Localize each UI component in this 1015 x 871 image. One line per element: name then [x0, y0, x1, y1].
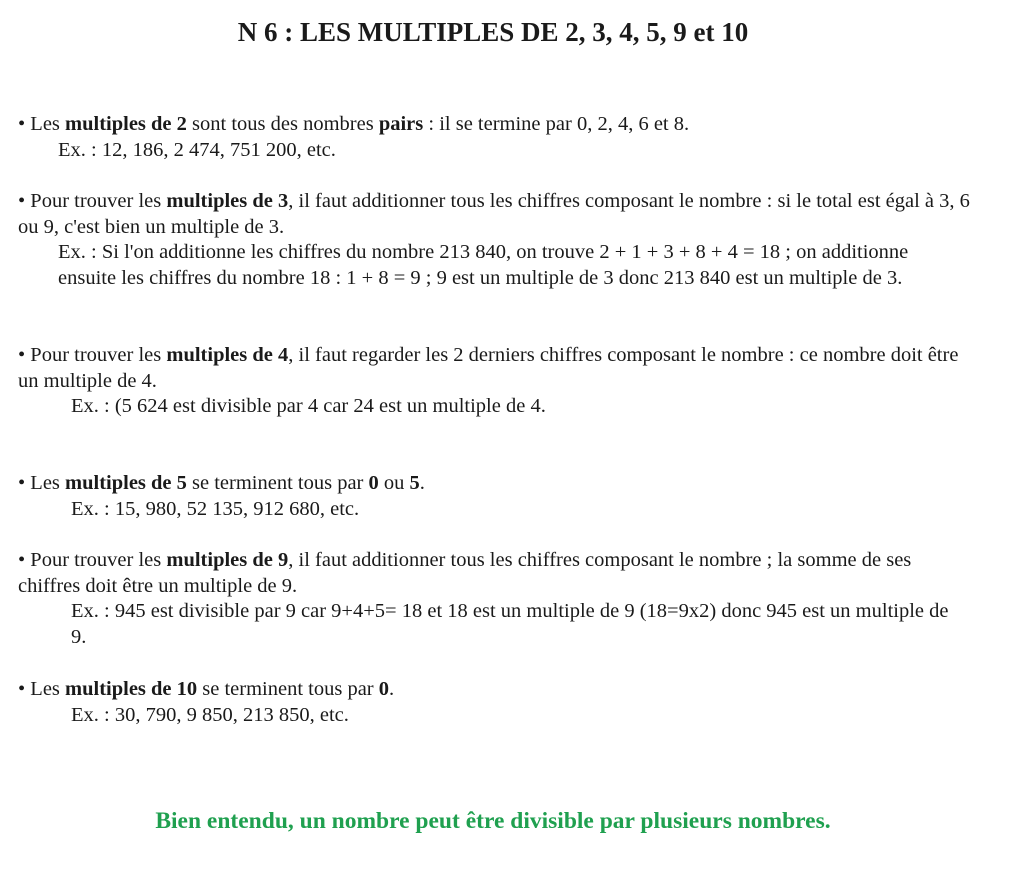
bold-term: multiples de 4	[166, 344, 289, 366]
example: Ex. : 30, 790, 9 850, 213 850, etc.	[71, 703, 349, 726]
footer-note: Bien entendu, un nombre peut être divisible par plusieurs nombres.	[155, 808, 831, 834]
rule-text	[18, 112, 978, 138]
text: • Les	[18, 472, 66, 494]
section-multiples-4	[18, 343, 978, 420]
text: • Pour trouver les	[18, 549, 167, 571]
text: : il se termine par 0, 2, 4, 6 et 8.	[423, 113, 690, 135]
text: • Les	[18, 113, 66, 135]
bold-term: 0	[368, 472, 379, 494]
bold-term: 0	[378, 678, 390, 700]
section-multiples-9	[18, 548, 978, 650]
rule-text	[18, 189, 978, 240]
section-multiples-10	[18, 677, 978, 728]
text: se terminent tous par	[186, 472, 369, 494]
text: se terminent tous par	[197, 678, 379, 700]
text: , il faut additionner tous les chiffres composant le nombre : si le total est égal à 3, 6 ou 9, c'est bien un multiple de 3.	[18, 190, 970, 238]
example: Ex. : 12, 186, 2 474, 751 200, etc.	[58, 138, 336, 161]
bold-term: 5	[409, 472, 420, 494]
example: Ex. : 15, 980, 52 135, 912 680, etc.	[71, 497, 360, 520]
rule-text	[18, 343, 978, 394]
bold-term: multiples de 9	[166, 549, 289, 571]
bold-term: multiples de 2	[65, 113, 187, 135]
section-multiples-3	[18, 189, 978, 291]
example: Ex. : 945 est divisible par 9 car 9+4+5= 18 et 18 est un multiple de 9 (18=9x2) donc 945 est un multiple de 9.	[71, 600, 949, 648]
text: , il faut regarder les 2 derniers chiffres composant le nombre : ce nombre doit être un multiple de 4.	[18, 344, 959, 392]
rule-text	[18, 471, 978, 497]
bold-term: multiples de 5	[65, 472, 187, 494]
bold-term: pairs	[378, 113, 424, 135]
text: • Pour trouver les	[18, 190, 167, 212]
text: , il faut additionner tous les chiffres composant le nombre ; la somme de ses chiffres doit être un multiple de 9.	[18, 549, 912, 597]
rule-text	[18, 548, 978, 599]
example: Ex. : (5 624 est divisible par 4 car 24 est un multiple de 4.	[71, 395, 546, 417]
rule-text	[18, 677, 978, 703]
example: Ex. : Si l'on additionne les chiffres du nombre 213 840, on trouve 2 + 1 + 3 + 8 + 4 = 18 ; on additionne ensuite les chiffres du nombre 18 : 1 + 8 = 9 ; 9 est un multiple de 3 donc 213 840 est un multiple de 3.	[58, 241, 909, 289]
text: .	[389, 678, 395, 700]
bold-term: multiples de 10	[65, 678, 198, 700]
text: • Pour trouver les	[18, 344, 167, 366]
page-title: N 6 : LES MULTIPLES DE 2, 3, 4, 5, 9 et 10	[237, 17, 749, 47]
text: • Les	[18, 678, 66, 700]
text: .	[419, 472, 425, 494]
section-multiples-2	[18, 112, 978, 163]
text: ou	[378, 472, 410, 494]
text: sont tous des nombres	[186, 113, 379, 135]
section-multiples-5	[18, 471, 978, 522]
bold-term: multiples de 3	[166, 190, 289, 212]
